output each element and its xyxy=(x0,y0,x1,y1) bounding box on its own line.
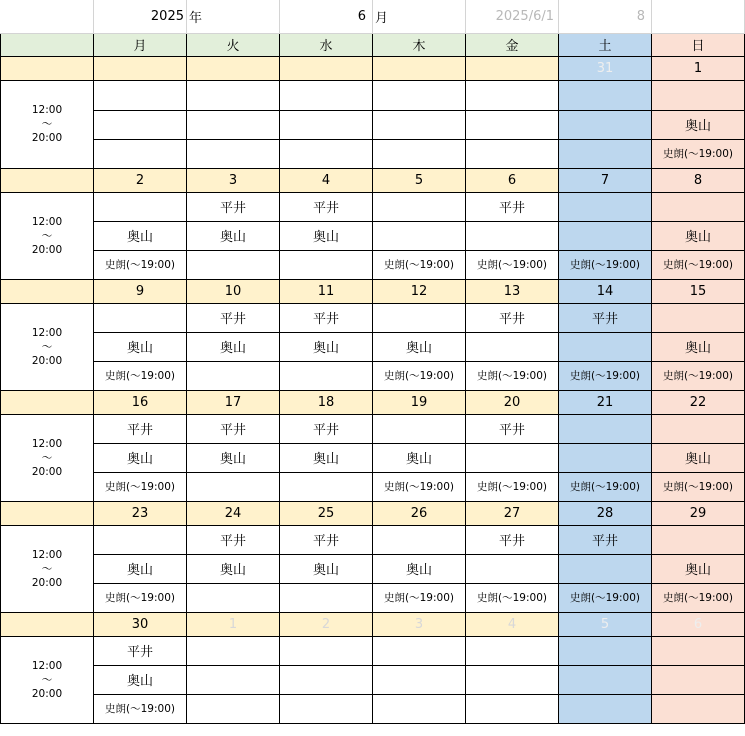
shift-cell-mon[interactable] xyxy=(94,192,187,221)
shift-row xyxy=(1,583,745,612)
shift-cell-sat[interactable] xyxy=(559,221,652,250)
shift-cell-sun[interactable]: 史朗(～19:00) xyxy=(652,250,745,279)
shift-cell-mon[interactable] xyxy=(94,110,187,139)
date-cell-tue[interactable] xyxy=(187,56,280,80)
shift-cell-tue[interactable]: 奥山 xyxy=(187,221,280,250)
shift-cell-tue[interactable] xyxy=(187,110,280,139)
shift-row xyxy=(1,554,745,583)
shift-cell-thu[interactable]: 奥山 xyxy=(373,443,466,472)
shift-cell-fri[interactable] xyxy=(466,636,559,665)
date-row xyxy=(1,612,745,636)
date-cell-sat[interactable]: 28 xyxy=(559,501,652,525)
shift-cell-fri[interactable]: 史朗(～19:00) xyxy=(466,472,559,501)
time-range-cell[interactable] xyxy=(1,414,94,501)
time-start: 12:00 xyxy=(31,104,63,116)
shift-cell-sun[interactable]: 奥山 xyxy=(652,221,745,250)
month-value[interactable]: 6 xyxy=(280,0,373,33)
shift-cell-mon[interactable]: 平井 xyxy=(94,414,187,443)
shift-cell-fri[interactable]: 平井 xyxy=(466,414,559,443)
shift-row xyxy=(1,525,745,554)
date-cell-thu[interactable] xyxy=(373,56,466,80)
shift-cell-wed[interactable] xyxy=(280,694,373,723)
month-label[interactable]: 月 xyxy=(373,0,466,33)
shift-cell-tue[interactable]: 平井 xyxy=(187,414,280,443)
shift-cell-fri[interactable] xyxy=(466,554,559,583)
shift-cell-sun[interactable]: 史朗(～19:00) xyxy=(652,139,745,168)
shift-cell-mon[interactable]: 奥山 xyxy=(94,332,187,361)
date-cell-tue[interactable]: 1 xyxy=(187,612,280,636)
date-cell-thu[interactable]: 26 xyxy=(373,501,466,525)
time-start: 12:00 xyxy=(31,326,63,339)
shift-cell-thu[interactable]: 史朗(～19:00) xyxy=(373,472,466,501)
shift-cell-tue[interactable] xyxy=(187,139,280,168)
shift-cell-wed[interactable] xyxy=(280,80,373,110)
shift-cell-wed[interactable]: 平井 xyxy=(280,192,373,221)
shift-cell-sat[interactable]: 史朗(～19:00) xyxy=(559,250,652,279)
date-cell-mon[interactable]: 16 xyxy=(94,390,187,414)
shift-cell-tue[interactable]: 平井 xyxy=(187,525,280,554)
shift-row xyxy=(1,332,745,361)
shift-cell-sun[interactable]: 奥山 xyxy=(652,332,745,361)
shift-cell-wed[interactable] xyxy=(280,636,373,665)
date-cell-mon[interactable]: 23 xyxy=(94,501,187,525)
shift-cell-sun[interactable] xyxy=(652,303,745,332)
shift-cell-thu[interactable]: 史朗(～19:00) xyxy=(373,583,466,612)
weekday-fri[interactable]: 金 xyxy=(466,33,559,56)
shift-cell-fri[interactable]: 史朗(～19:00) xyxy=(466,361,559,390)
shift-cell-sun[interactable] xyxy=(652,636,745,665)
shift-row xyxy=(1,80,745,110)
cell-blank[interactable] xyxy=(1,0,94,33)
time-end: 20:00 xyxy=(31,576,63,589)
weekday-mon[interactable]: 月 xyxy=(94,33,187,56)
year-value[interactable]: 2025 xyxy=(94,0,187,33)
shift-row xyxy=(1,250,745,279)
time-sep: ～ xyxy=(41,451,53,464)
date-cell-sat[interactable]: 7 xyxy=(559,168,652,192)
date-cell-fri[interactable]: 6 xyxy=(466,168,559,192)
shift-cell-sat[interactable]: 史朗(～19:00) xyxy=(559,472,652,501)
shift-cell-sat[interactable] xyxy=(559,332,652,361)
time-start: 12:00 xyxy=(31,215,63,228)
date-cell-fri[interactable]: 20 xyxy=(466,390,559,414)
date-cell-wed[interactable]: 25 xyxy=(280,501,373,525)
shift-cell-wed[interactable]: 奥山 xyxy=(280,443,373,472)
shift-cell-tue[interactable]: 奥山 xyxy=(187,554,280,583)
shift-cell-wed[interactable]: 平井 xyxy=(280,414,373,443)
shift-cell-wed[interactable] xyxy=(280,139,373,168)
time-end: 20:00 xyxy=(31,465,63,478)
shift-cell-tue[interactable] xyxy=(187,694,280,723)
shift-cell-sat[interactable]: 史朗(～19:00) xyxy=(559,583,652,612)
weekday-sat[interactable]: 土 xyxy=(559,33,652,56)
shift-cell-wed[interactable]: 平井 xyxy=(280,525,373,554)
shift-cell-mon[interactable] xyxy=(94,139,187,168)
shift-cell-tue[interactable]: 奥山 xyxy=(187,332,280,361)
shift-row xyxy=(1,414,745,443)
date-cell-wed[interactable] xyxy=(280,56,373,80)
shift-cell-sun[interactable]: 奥山 xyxy=(652,554,745,583)
shift-cell-mon[interactable]: 奥山 xyxy=(94,221,187,250)
shift-cell-fri[interactable]: 平井 xyxy=(466,303,559,332)
date-row-blank[interactable] xyxy=(1,612,94,636)
shift-cell-tue[interactable] xyxy=(187,361,280,390)
time-range-cell[interactable] xyxy=(1,303,94,390)
time-start: 12:00 xyxy=(31,659,63,672)
date-cell-sat[interactable]: 31 xyxy=(559,56,652,80)
date-cell-sun[interactable]: 15 xyxy=(652,279,745,303)
date-cell-sat[interactable]: 5 xyxy=(559,612,652,636)
shift-cell-tue[interactable]: 平井 xyxy=(187,192,280,221)
shift-cell-sun[interactable]: 奥山 xyxy=(652,110,745,139)
date-cell-sun[interactable]: 29 xyxy=(652,501,745,525)
shift-cell-fri[interactable] xyxy=(466,665,559,694)
shift-cell-sat[interactable]: 平井 xyxy=(559,303,652,332)
shift-cell-thu[interactable] xyxy=(373,110,466,139)
date-cell-sun[interactable]: 1 xyxy=(652,56,745,80)
shift-row xyxy=(1,443,745,472)
time-range-cell[interactable] xyxy=(1,192,94,279)
date-cell-wed[interactable]: 2 xyxy=(280,612,373,636)
shift-cell-fri[interactable] xyxy=(466,80,559,110)
time-range-cell[interactable] xyxy=(1,636,94,723)
shift-cell-tue[interactable] xyxy=(187,665,280,694)
shift-cell-sun[interactable] xyxy=(652,80,745,110)
shift-cell-sun[interactable]: 史朗(～19:00) xyxy=(652,361,745,390)
date-cell-thu[interactable]: 12 xyxy=(373,279,466,303)
date-row xyxy=(1,390,745,414)
shift-cell-sun[interactable] xyxy=(652,525,745,554)
shift-cell-thu[interactable] xyxy=(373,636,466,665)
date-cell-fri[interactable]: 13 xyxy=(466,279,559,303)
time-range-cell[interactable] xyxy=(1,80,94,168)
shift-cell-fri[interactable]: 平井 xyxy=(466,192,559,221)
time-sep: ～ xyxy=(41,673,53,686)
shift-cell-fri[interactable] xyxy=(466,139,559,168)
shift-cell-mon[interactable]: 史朗(～19:00) xyxy=(94,361,187,390)
time-sep: ～ xyxy=(41,229,53,242)
date-cell-thu[interactable]: 5 xyxy=(373,168,466,192)
shift-cell-tue[interactable] xyxy=(187,636,280,665)
shift-cell-thu[interactable] xyxy=(373,221,466,250)
time-end: 20:00 xyxy=(31,687,63,700)
weekday-tue[interactable]: 火 xyxy=(187,33,280,56)
shift-cell-mon[interactable]: 奥山 xyxy=(94,665,187,694)
date-cell-tue[interactable]: 3 xyxy=(187,168,280,192)
shift-row xyxy=(1,221,745,250)
shift-cell-mon[interactable]: 史朗(～19:00) xyxy=(94,694,187,723)
shift-row xyxy=(1,694,745,723)
shift-cell-sun[interactable]: 奥山 xyxy=(652,443,745,472)
shift-cell-sat[interactable]: 平井 xyxy=(559,525,652,554)
time-start: 12:00 xyxy=(31,548,63,561)
date-row xyxy=(1,279,745,303)
date-cell-fri[interactable]: 4 xyxy=(466,612,559,636)
shift-cell-tue[interactable] xyxy=(187,80,280,110)
time-range-cell[interactable] xyxy=(1,525,94,612)
cell-blank[interactable] xyxy=(652,0,745,33)
shift-cell-sun[interactable]: 史朗(～19:00) xyxy=(652,583,745,612)
date-cell-mon[interactable] xyxy=(94,56,187,80)
weekday-header-row xyxy=(1,33,745,56)
shift-cell-thu[interactable]: 奥山 xyxy=(373,554,466,583)
date-row-blank[interactable] xyxy=(1,501,94,525)
shift-cell-sat[interactable] xyxy=(559,192,652,221)
shift-cell-wed[interactable]: 平井 xyxy=(280,303,373,332)
shift-cell-mon[interactable] xyxy=(94,80,187,110)
shift-row xyxy=(1,139,745,168)
weekday-header-blank[interactable] xyxy=(1,33,94,56)
date-cell-mon[interactable]: 30 xyxy=(94,612,187,636)
shift-cell-wed[interactable] xyxy=(280,472,373,501)
shift-cell-thu[interactable] xyxy=(373,139,466,168)
shift-cell-sun[interactable]: 史朗(～19:00) xyxy=(652,472,745,501)
date-cell-sat[interactable]: 14 xyxy=(559,279,652,303)
shift-cell-mon[interactable]: 平井 xyxy=(94,636,187,665)
date-cell-fri[interactable]: 27 xyxy=(466,501,559,525)
shift-cell-fri[interactable] xyxy=(466,221,559,250)
time-end: 20:00 xyxy=(31,132,63,144)
shift-cell-wed[interactable]: 奥山 xyxy=(280,221,373,250)
shift-cell-fri[interactable] xyxy=(466,443,559,472)
shift-cell-fri[interactable] xyxy=(466,110,559,139)
shift-cell-tue[interactable] xyxy=(187,250,280,279)
shift-cell-sat[interactable] xyxy=(559,554,652,583)
shift-cell-mon[interactable]: 史朗(～19:00) xyxy=(94,583,187,612)
weekday-thu[interactable]: 木 xyxy=(373,33,466,56)
shift-cell-thu[interactable] xyxy=(373,303,466,332)
shift-cell-sat[interactable] xyxy=(559,139,652,168)
date-row-blank[interactable] xyxy=(1,168,94,192)
shift-row xyxy=(1,665,745,694)
date-row xyxy=(1,168,745,192)
date-cell-mon[interactable]: 9 xyxy=(94,279,187,303)
shift-cell-fri[interactable]: 史朗(～19:00) xyxy=(466,583,559,612)
date-row xyxy=(1,501,745,525)
shift-cell-wed[interactable] xyxy=(280,665,373,694)
shift-cell-wed[interactable]: 奥山 xyxy=(280,554,373,583)
year-label[interactable]: 年 xyxy=(187,0,280,33)
shift-cell-wed[interactable] xyxy=(280,250,373,279)
shift-cell-thu[interactable] xyxy=(373,192,466,221)
time-end: 20:00 xyxy=(31,243,63,256)
date-cell-wed[interactable]: 4 xyxy=(280,168,373,192)
date-cell-sat[interactable]: 21 xyxy=(559,390,652,414)
shift-cell-tue[interactable] xyxy=(187,472,280,501)
shift-cell-mon[interactable] xyxy=(94,525,187,554)
shift-cell-thu[interactable] xyxy=(373,665,466,694)
shift-cell-tue[interactable]: 奥山 xyxy=(187,443,280,472)
date-cell-tue[interactable]: 17 xyxy=(187,390,280,414)
date-cell-sun[interactable]: 6 xyxy=(652,612,745,636)
shift-cell-mon[interactable]: 史朗(～19:00) xyxy=(94,472,187,501)
shift-cell-sat[interactable] xyxy=(559,414,652,443)
shift-cell-thu[interactable] xyxy=(373,694,466,723)
date-row-blank[interactable] xyxy=(1,279,94,303)
shift-cell-sat[interactable] xyxy=(559,665,652,694)
shift-row xyxy=(1,192,745,221)
time-sep: ～ xyxy=(41,118,53,130)
shift-cell-sat[interactable]: 史朗(～19:00) xyxy=(559,361,652,390)
shift-cell-wed[interactable] xyxy=(280,583,373,612)
shift-cell-sat[interactable] xyxy=(559,110,652,139)
shift-row xyxy=(1,110,745,139)
reference-number[interactable]: 8 xyxy=(559,0,652,33)
date-cell-fri[interactable] xyxy=(466,56,559,80)
shift-cell-wed[interactable] xyxy=(280,110,373,139)
shift-cell-mon[interactable]: 奥山 xyxy=(94,443,187,472)
shift-cell-wed[interactable]: 奥山 xyxy=(280,332,373,361)
shift-cell-mon[interactable]: 史朗(～19:00) xyxy=(94,250,187,279)
shift-cell-sat[interactable] xyxy=(559,80,652,110)
time-end: 20:00 xyxy=(31,354,63,367)
shift-cell-mon[interactable]: 奥山 xyxy=(94,554,187,583)
shift-cell-tue[interactable]: 平井 xyxy=(187,303,280,332)
shift-cell-sat[interactable] xyxy=(559,694,652,723)
date-cell-thu[interactable]: 3 xyxy=(373,612,466,636)
time-start: 12:00 xyxy=(31,437,63,450)
date-cell-tue[interactable]: 10 xyxy=(187,279,280,303)
shift-cell-thu[interactable] xyxy=(373,414,466,443)
shift-cell-thu[interactable] xyxy=(373,80,466,110)
shift-cell-sun[interactable] xyxy=(652,665,745,694)
date-cell-wed[interactable]: 11 xyxy=(280,279,373,303)
time-sep: ～ xyxy=(41,340,53,353)
shift-cell-sun[interactable] xyxy=(652,694,745,723)
date-cell-wed[interactable]: 18 xyxy=(280,390,373,414)
title-row xyxy=(1,0,745,33)
shift-cell-thu[interactable]: 史朗(～19:00) xyxy=(373,250,466,279)
shift-row xyxy=(1,303,745,332)
shift-cell-sat[interactable] xyxy=(559,636,652,665)
weekday-wed[interactable]: 水 xyxy=(280,33,373,56)
shift-cell-sun[interactable] xyxy=(652,414,745,443)
shift-cell-fri[interactable] xyxy=(466,694,559,723)
shift-cell-mon[interactable] xyxy=(94,303,187,332)
shift-row xyxy=(1,636,745,665)
shift-cell-sun[interactable] xyxy=(652,192,745,221)
weekday-sun[interactable]: 日 xyxy=(652,33,745,56)
shift-cell-thu[interactable]: 奥山 xyxy=(373,332,466,361)
date-row-blank[interactable] xyxy=(1,56,94,80)
shift-cell-thu[interactable]: 史朗(～19:00) xyxy=(373,361,466,390)
date-cell-mon[interactable]: 2 xyxy=(94,168,187,192)
shift-cell-fri[interactable]: 平井 xyxy=(466,525,559,554)
shift-cell-fri[interactable]: 史朗(～19:00) xyxy=(466,250,559,279)
shift-row xyxy=(1,472,745,501)
shift-cell-sat[interactable] xyxy=(559,443,652,472)
date-row-blank[interactable] xyxy=(1,390,94,414)
time-sep: ～ xyxy=(41,562,53,575)
shift-cell-tue[interactable] xyxy=(187,583,280,612)
date-row xyxy=(1,56,745,80)
date-cell-tue[interactable]: 24 xyxy=(187,501,280,525)
date-cell-sun[interactable]: 22 xyxy=(652,390,745,414)
date-cell-thu[interactable]: 19 xyxy=(373,390,466,414)
date-cell-sun[interactable]: 8 xyxy=(652,168,745,192)
reference-date[interactable]: 2025/6/1 xyxy=(466,0,559,33)
shift-cell-fri[interactable] xyxy=(466,332,559,361)
shift-cell-thu[interactable] xyxy=(373,525,466,554)
shift-row xyxy=(1,361,745,390)
shift-cell-wed[interactable] xyxy=(280,361,373,390)
